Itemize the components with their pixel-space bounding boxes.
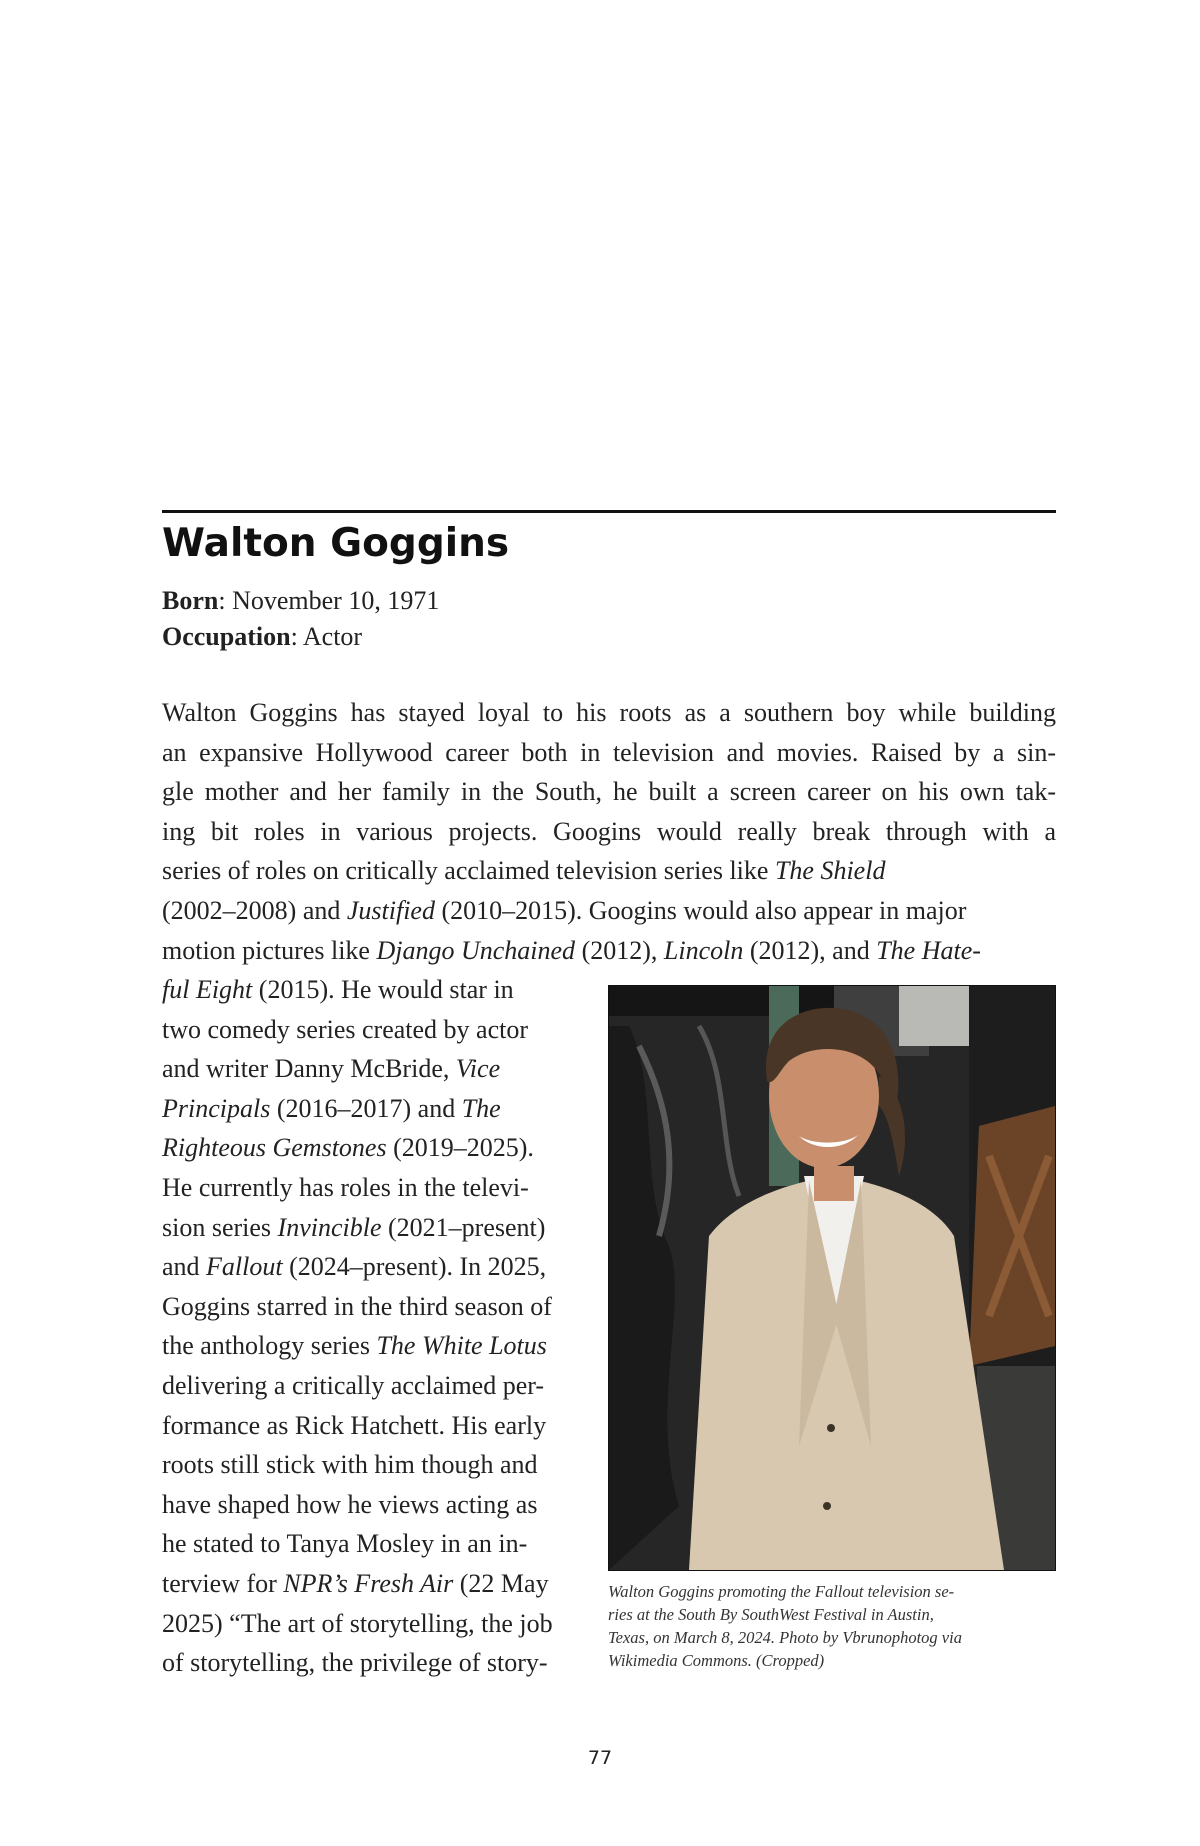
body-line: two comedy series created by actor (162, 1014, 529, 1044)
body-line: ing bit roles in various projects. Googins would really break through with a (162, 816, 1056, 846)
body-line: Walton Goggins has stayed loyal to his roots as a southern boy while building (162, 698, 1056, 727)
title-fallout: Fallout (206, 1252, 283, 1282)
title-invincible: Invincible (277, 1212, 382, 1242)
portrait-photo (608, 985, 1056, 1571)
body-line: 2025) “The art of storytelling, the job (162, 1608, 553, 1638)
body-line: have shaped how he views acting as (162, 1489, 538, 1519)
page-number: 77 (587, 1747, 613, 1769)
born-label: Born (162, 586, 219, 615)
title-vice-principals-part2: Principals (162, 1093, 271, 1123)
body-line: he stated to Tanya Mosley in an in- (162, 1529, 528, 1559)
title-white-lotus: The White Lotus (376, 1331, 547, 1361)
title-lincoln: Lincoln (663, 935, 744, 965)
title-the-shield: The Shield (774, 856, 886, 886)
body-line: Principals (2016–2017) and The (162, 1093, 501, 1123)
body-line: and Fallout (2024–present). In 2025, (162, 1252, 547, 1282)
body-line: He currently has roles in the televi- (162, 1172, 529, 1202)
occupation-label: Occupation (162, 622, 291, 651)
section-divider (162, 510, 1056, 513)
portrait-illustration (609, 986, 1055, 1570)
body-line: roots still stick with him though and (162, 1450, 538, 1480)
body-line: the anthology series The White Lotus (162, 1331, 547, 1361)
title-django-unchained: Django Unchained (376, 935, 576, 965)
title-righteous-gemstones-part2: Righteous Gemstones (162, 1133, 387, 1163)
body-paragraph-left-column (162, 970, 596, 1683)
title-righteous-gemstones-part1: The (461, 1093, 501, 1123)
body-line: terview for NPR’s Fresh Air (22 May (162, 1568, 549, 1598)
body-line: motion pictures like Django Unchained (2012), Lincoln (2012), and The Hate- (162, 935, 981, 965)
title-hateful-eight-part2: ful Eight (162, 975, 253, 1004)
body-line: delivering a critically acclaimed per- (162, 1370, 545, 1400)
caption-line: Wikimedia Commons. (Cropped) (608, 1651, 825, 1670)
body-paragraph-full-width (162, 693, 1056, 970)
occupation-line: Occupation: Actor (162, 622, 363, 651)
body-line: and writer Danny McBride, Vice (162, 1054, 501, 1084)
body-line: Righteous Gemstones (2019–2025). (162, 1133, 534, 1163)
caption-line: Walton Goggins promoting the Fallout television se- (608, 1582, 955, 1601)
article-title: Walton Goggins (162, 521, 510, 566)
body-line: gle mother and her family in the South, he built a screen career on his own tak- (162, 777, 1056, 807)
title-vice-principals-part1: Vice (455, 1054, 501, 1084)
title-justified: Justified (346, 895, 435, 925)
body-line: sion series Invincible (2021–present) (162, 1212, 546, 1242)
body-line: formance as Rick Hatchett. His early (162, 1410, 547, 1440)
body-line: series of roles on critically acclaimed television series like The Shield (162, 856, 886, 886)
title-npr-fresh-air: NPR’s Fresh Air (283, 1568, 454, 1598)
occupation-value: Actor (302, 622, 363, 651)
body-line: (2002–2008) and Justified (2010–2015). Googins would also appear in major (162, 895, 967, 925)
caption-line: Texas, on March 8, 2024. Photo by Vbrunophotog via (608, 1628, 962, 1647)
body-line: Goggins starred in the third season of (162, 1291, 552, 1321)
title-hateful-eight-part1: The Hate- (876, 935, 981, 965)
caption-line: ries at the South By SouthWest Festival in Austin, (608, 1605, 934, 1624)
born-value: November 10, 1971 (232, 586, 440, 615)
born-line: Born: November 10, 1971 (162, 586, 440, 615)
body-line: an expansive Hollywood career both in television and movies. Raised by a sin- (162, 737, 1056, 767)
photo-caption (608, 1580, 1054, 1672)
body-line: of storytelling, the privilege of story- (162, 1648, 548, 1678)
body-line: ful Eight (2015). He would star in (162, 975, 514, 1004)
